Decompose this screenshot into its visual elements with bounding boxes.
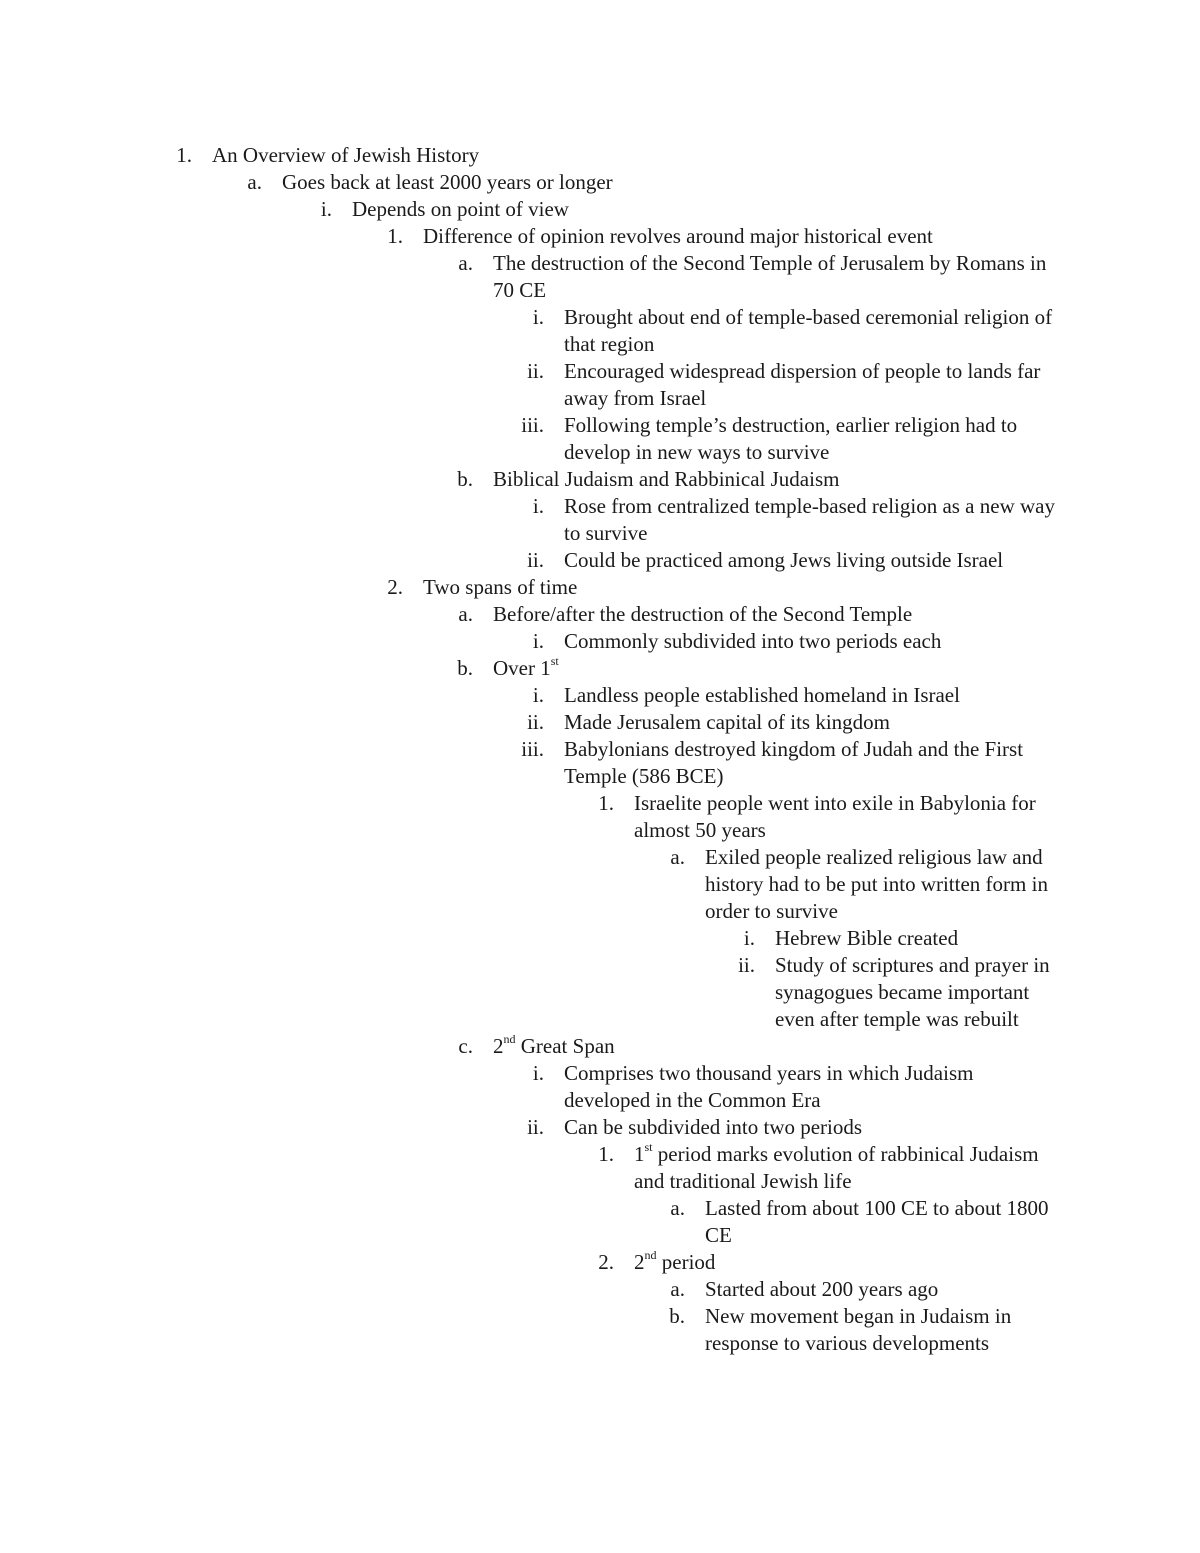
outline-item xyxy=(0,466,1200,493)
list-marker: ii. xyxy=(527,710,544,734)
list-marker: a. xyxy=(247,170,262,194)
outline-text: Could be practiced among Jews living outside Israel xyxy=(564,548,1004,572)
list-marker: i. xyxy=(532,629,544,653)
list-marker: 1. xyxy=(598,791,614,815)
outline-text xyxy=(493,1033,1053,1060)
list-marker: b. xyxy=(457,467,473,491)
outline-item xyxy=(0,1033,1200,1060)
outline-text: Biblical Judaism and Rabbinical Judaism xyxy=(493,467,840,491)
outline-text xyxy=(634,1141,1064,1195)
text-part: 1 xyxy=(634,1142,645,1166)
outline-text: Goes back at least 2000 years or longer xyxy=(282,170,613,194)
outline-text: Study of scriptures and prayer in synagogues became important even after temple was rebuilt xyxy=(775,953,1050,1031)
text-part: period marks evolution of rabbinical Judaism and traditional Jewish life xyxy=(634,1142,1039,1193)
list-marker: i. xyxy=(320,197,332,221)
list-marker: 2. xyxy=(598,1250,614,1274)
text-part: 2 xyxy=(493,1034,504,1058)
text-part: Over 1 xyxy=(493,656,551,680)
outline-text: Rose from centralized temple-based religion as a new way to survive xyxy=(564,494,1055,545)
list-marker: a. xyxy=(670,1277,685,1301)
outline-item xyxy=(0,1303,1200,1357)
outline-item xyxy=(0,709,1200,736)
list-marker: ii. xyxy=(527,548,544,572)
outline-text: Made Jerusalem capital of its kingdom xyxy=(564,710,891,734)
list-marker: 1. xyxy=(598,1142,614,1166)
outline-item xyxy=(0,196,1200,223)
outline-item xyxy=(0,790,1200,844)
ordinal-suffix: nd xyxy=(503,1032,516,1046)
outline-text: Brought about end of temple-based ceremonial religion of that region xyxy=(564,305,1053,356)
list-marker: c. xyxy=(458,1034,473,1058)
list-marker: ii. xyxy=(527,359,544,383)
outline-text: Exiled people realized religious law and history had to be put into written form in order to survive xyxy=(705,845,1048,923)
outline-text: New movement began in Judaism in response to various developments xyxy=(705,1304,1012,1355)
list-marker: i. xyxy=(532,494,544,518)
list-marker: a. xyxy=(670,1196,685,1220)
outline-text: Israelite people went into exile in Babylonia for almost 50 years xyxy=(634,791,1036,842)
list-marker: i. xyxy=(532,305,544,329)
ordinal-suffix: st xyxy=(550,654,559,668)
outline-item xyxy=(0,358,1200,412)
outline-item xyxy=(0,547,1200,574)
outline-item xyxy=(0,142,1200,169)
outline-text: Two spans of time xyxy=(423,575,578,599)
list-marker: b. xyxy=(457,656,473,680)
outline-text: Commonly subdivided into two periods each xyxy=(564,629,942,653)
list-marker: ii. xyxy=(738,953,755,977)
list-marker: iii. xyxy=(521,737,544,761)
outline-text: Can be subdivided into two periods xyxy=(564,1115,863,1139)
outline-text: Hebrew Bible created xyxy=(775,926,959,950)
list-marker: a. xyxy=(458,251,473,275)
outline-item xyxy=(0,655,1200,682)
outline-list xyxy=(0,142,1200,1357)
outline-text: An Overview of Jewish History xyxy=(212,143,480,167)
list-marker: i. xyxy=(532,1061,544,1085)
outline-text: Landless people established homeland in Israel xyxy=(564,683,960,707)
outline-text: Lasted from about 100 CE to about 1800 CE xyxy=(705,1196,1049,1247)
list-marker: iii. xyxy=(521,413,544,437)
outline-text: Started about 200 years ago xyxy=(705,1277,939,1301)
text-part: 2 xyxy=(634,1250,645,1274)
outline-text: Following temple’s destruction, earlier religion had to develop in new ways to survive xyxy=(564,413,1018,464)
text-part: Great Span xyxy=(515,1034,615,1058)
list-marker: b. xyxy=(669,1304,685,1328)
outline-item xyxy=(0,925,1200,952)
outline-item xyxy=(0,1249,1200,1276)
outline-item xyxy=(0,304,1200,358)
outline-item xyxy=(0,1276,1200,1303)
list-marker: a. xyxy=(670,845,685,869)
outline-text: Depends on point of view xyxy=(352,197,569,221)
outline-text: Encouraged widespread dispersion of people to lands far away from Israel xyxy=(564,359,1041,410)
outline-item xyxy=(0,169,1200,196)
ordinal-suffix: nd xyxy=(644,1248,657,1262)
outline-text: The destruction of the Second Temple of Jerusalem by Romans in 70 CE xyxy=(493,251,1047,302)
outline-item xyxy=(0,223,1200,250)
outline-text xyxy=(493,655,1053,682)
list-marker: 2. xyxy=(387,575,403,599)
list-marker: 1. xyxy=(387,224,403,248)
list-marker: 1. xyxy=(176,143,192,167)
list-marker: i. xyxy=(532,683,544,707)
outline-item xyxy=(0,682,1200,709)
ordinal-suffix: st xyxy=(644,1140,653,1154)
outline-text xyxy=(634,1249,1064,1276)
outline-item xyxy=(0,1141,1200,1195)
list-marker: a. xyxy=(458,602,473,626)
list-marker: i. xyxy=(743,926,755,950)
outline-item xyxy=(0,412,1200,466)
outline-text: Difference of opinion revolves around major historical event xyxy=(423,224,933,248)
outline-item xyxy=(0,1114,1200,1141)
outline-item xyxy=(0,736,1200,790)
list-marker: ii. xyxy=(527,1115,544,1139)
outline-item xyxy=(0,601,1200,628)
outline-item xyxy=(0,628,1200,655)
outline-text: Before/after the destruction of the Second Temple xyxy=(493,602,913,626)
outline-text: Babylonians destroyed kingdom of Judah and the First Temple (586 BCE) xyxy=(564,737,1024,788)
outline-item xyxy=(0,1060,1200,1114)
outline-text: Comprises two thousand years in which Judaism developed in the Common Era xyxy=(564,1061,974,1112)
outline-item xyxy=(0,493,1200,547)
text-part: period xyxy=(656,1250,716,1274)
outline-item xyxy=(0,574,1200,601)
outline-item xyxy=(0,250,1200,304)
outline-item xyxy=(0,844,1200,925)
outline-item xyxy=(0,1195,1200,1249)
outline-item xyxy=(0,952,1200,1033)
